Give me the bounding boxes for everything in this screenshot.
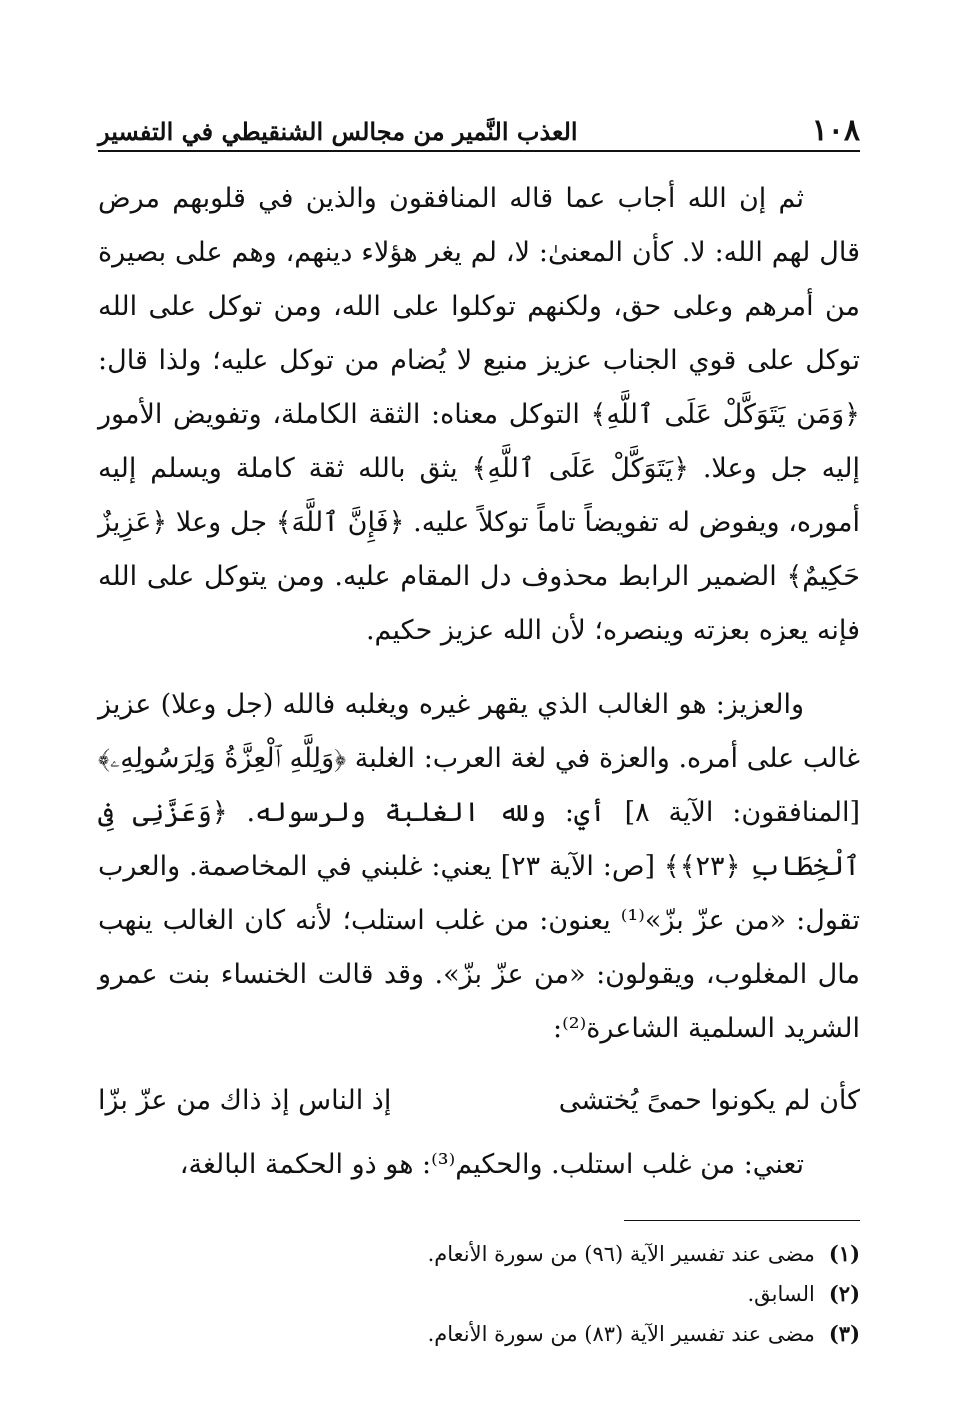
- footnote-number: (١): [828, 1241, 860, 1266]
- footnote-3: [98, 1314, 860, 1354]
- footnote-text: مضى عند تفسير الآية (٨٣) من سورة الأنعام.: [427, 1322, 815, 1346]
- paragraph-2: والعزيز: هو الغالب الذي يقهر غيره ويغلبه فالله (جل وعلا) عزيز غالب على أمره. والعزة في لغة العرب: الغلبة ﴿وَلِلَّهِ ٱلْعِزَّةُ وَلِرَسُولِهِۦ﴾ [المنافقون: الآية ٨] أي: ولله الغلبة ولرسوله. ﴿وَعَزَّنِى فِى ٱلْخِطَابِ ﴿٢٣﴾﴾ [ص: الآية ٢٣] يعني: غلبني في المخاصمة. والعرب تقول: «من عزّ بزّ»⁽¹⁾ يعنون: من غلب استلب؛ لأنه كان الغالب ينهب مال المغلوب، ويقولون: «من عزّ بزّ». وقد قالت الخنساء بنت عمرو الشريد السلمية الشاعرة⁽²⁾:: [98, 689, 860, 1044]
- paragraph-3: تعني: من غلب استلب. والحكيم⁽³⁾: هو ذو الحكمة البالغة،: [179, 1149, 804, 1180]
- footnote-text: السابق.: [747, 1282, 815, 1306]
- header-divider: [98, 150, 860, 152]
- footnote-number: (٢): [828, 1281, 860, 1306]
- main-text: [98, 172, 860, 1192]
- page-header: [98, 112, 860, 146]
- footnote-number: (٣): [828, 1321, 860, 1346]
- verse-second-hemistich: إذ الناس إذ ذاك من عزّ بزّا: [98, 1085, 392, 1116]
- verse-first-hemistich: كأن لم يكونوا حمىً يُختشى: [558, 1085, 860, 1116]
- footnote-2: [98, 1274, 860, 1314]
- footnote-text: مضى عند تفسير الآية (٩٦) من سورة الأنعام.: [427, 1242, 815, 1266]
- footnotes: [98, 1234, 860, 1354]
- page-number: ١٠٨: [811, 113, 860, 148]
- footnote-1: [98, 1234, 860, 1274]
- paragraph-1: ثم إن الله أجاب عما قاله المنافقون والذين في قلوبهم مرض قال لهم الله: لا. كأن المعنىٰ: لا، لم يغر هؤلاء دينهم، وهم على بصيرة من أمرهم وعلى حق، ولكنهم توكلوا على الله، ومن توكل على الله توكل على قوي الجناب عزيز منيع لا يُضام من توكل عليه؛ ولذا قال: ﴿وَمَن يَتَوَكَّلْ عَلَى ٱللَّهِ﴾ التوكل معناه: الثقة الكاملة، وتفويض الأمور إليه جل وعلا. ﴿يَتَوَكَّلْ عَلَى ٱللَّهِ﴾ يثق بالله ثقة كاملة ويسلم إليه أموره، ويفوض له تفويضاً تاماً توكلاً عليه. ﴿فَإِنَّ ٱللَّهَ﴾ جل وعلا ﴿عَزِيزٌ حَكِيمٌ﴾ الضمير الرابط محذوف دل المقام عليه. ومن يتوكل على الله فإنه يعزه بعزته وينصره؛ لأن الله عزيز حكيم.: [98, 183, 860, 646]
- running-title: العذب النَّمير من مجالس الشنقيطي في التفسير: [98, 117, 578, 146]
- footnote-divider: [624, 1220, 860, 1221]
- poetry-verse: [98, 1074, 860, 1128]
